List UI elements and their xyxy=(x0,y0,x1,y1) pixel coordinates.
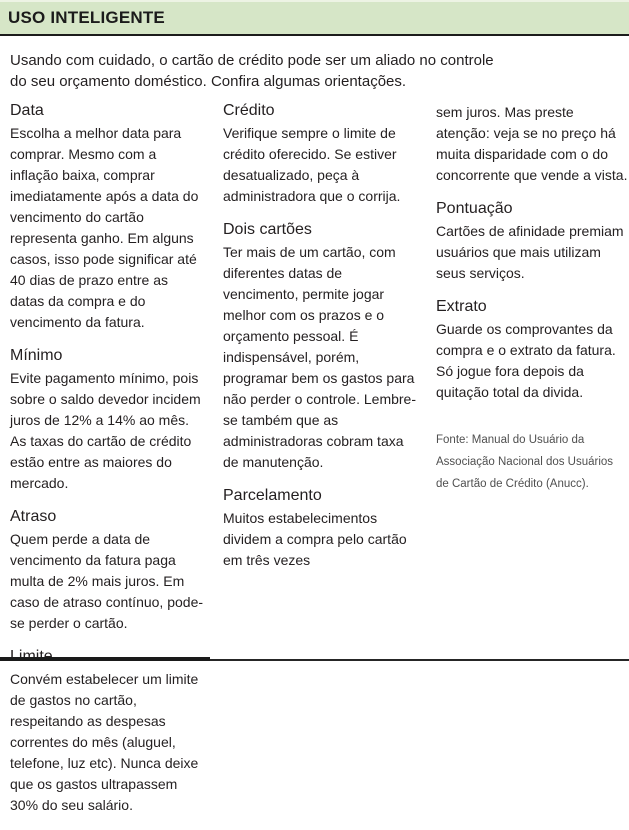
section-heading: Parcelamento xyxy=(223,487,322,504)
bottom-rule-thick-segment xyxy=(0,657,210,661)
section-body: Verifique sempre o limite de crédito oferecido. Se estiver desatualizado, peça à administradora que o corrija. xyxy=(223,125,401,204)
section-header-bar xyxy=(0,2,629,36)
section-heading: Data xyxy=(10,102,44,119)
section-body: Ter mais de um cartão, com diferentes datas de vencimento, permite jogar melhor com os prazos e o orçamento pessoal. É indispensável, porém, programar bem os gastos para não perder o controle. Lembre-se também que as administradoras cobram taxa de manutenção. xyxy=(223,244,416,470)
section-heading: Extrato xyxy=(436,298,487,315)
column-1 xyxy=(10,102,206,830)
section-heading: Dois cartões xyxy=(223,221,312,238)
section-heading: Atraso xyxy=(10,508,57,525)
section-body: Quem perde a data de vencimento da fatura paga multa de 2% mais juros. Em caso de atraso contínuo, pode-se perder o cartão. xyxy=(10,531,204,631)
section-body: Escolha a melhor data para comprar. Mesmo com a inflação baixa, comprar imediatamente após a data do vencimento do cartão representa ganho. Em alguns casos, isso pode significar até 40 dias de prazo entre as datas da compra e do vencimento da fatura. xyxy=(10,125,199,330)
three-column-layout xyxy=(10,102,629,830)
section-heading: Pontuação xyxy=(436,200,513,217)
column-2 xyxy=(223,102,419,830)
section-body: Muitos estabelecimentos dividem a compra pelo cartão em três vezes xyxy=(223,510,407,568)
section-heading: Crédito xyxy=(223,102,275,119)
parcelamento-continuation-text: sem juros. Mas preste atenção: veja se no preço há muita disparidade com o do concorrente que vende a vista. xyxy=(436,104,628,183)
section-body: Cartões de afinidade premiam usuários que mais utilizam seus serviços. xyxy=(436,223,624,281)
section-limite xyxy=(10,648,206,816)
section-data xyxy=(10,102,206,333)
bottom-rule-thin-segment xyxy=(210,659,629,661)
section-dois-cartoes xyxy=(223,221,419,473)
section-minimo xyxy=(10,347,206,494)
page-title: USO INTELIGENTE xyxy=(8,8,165,27)
section-atraso xyxy=(10,508,206,634)
section-credito xyxy=(223,102,419,207)
section-parcelamento xyxy=(223,487,419,571)
section-heading: Mínimo xyxy=(10,347,63,364)
section-pontuacao xyxy=(436,200,628,284)
section-body: Guarde os comprovantes da compra e o extrato da fatura. Só jogue fora depois da quitação total da divida. xyxy=(436,321,616,400)
intro-paragraph: Usando com cuidado, o cartão de crédito pode ser um aliado no controle do seu orçamento doméstico. Confira algumas orientações. xyxy=(10,52,494,90)
section-body: Evite pagamento mínimo, pois sobre o saldo devedor incidem juros de 12% a 14% ao mês. As taxas do cartão de crédito estão entre as maiores do mercado. xyxy=(10,370,201,491)
section-extrato xyxy=(436,298,628,403)
section-body: Convém estabelecer um limite de gastos no cartão, respeitando as despesas correntes do mês (aluguel, telefone, luz etc). Nunca deixe que os gastos ultrapassem 30% do seu salário. xyxy=(10,671,199,813)
bottom-rule xyxy=(0,657,629,661)
column-3 xyxy=(436,102,628,830)
source-note: Fonte: Manual do Usuário da Associação Nacional dos Usuários de Cartão de Crédito (Anucc). xyxy=(436,434,614,490)
